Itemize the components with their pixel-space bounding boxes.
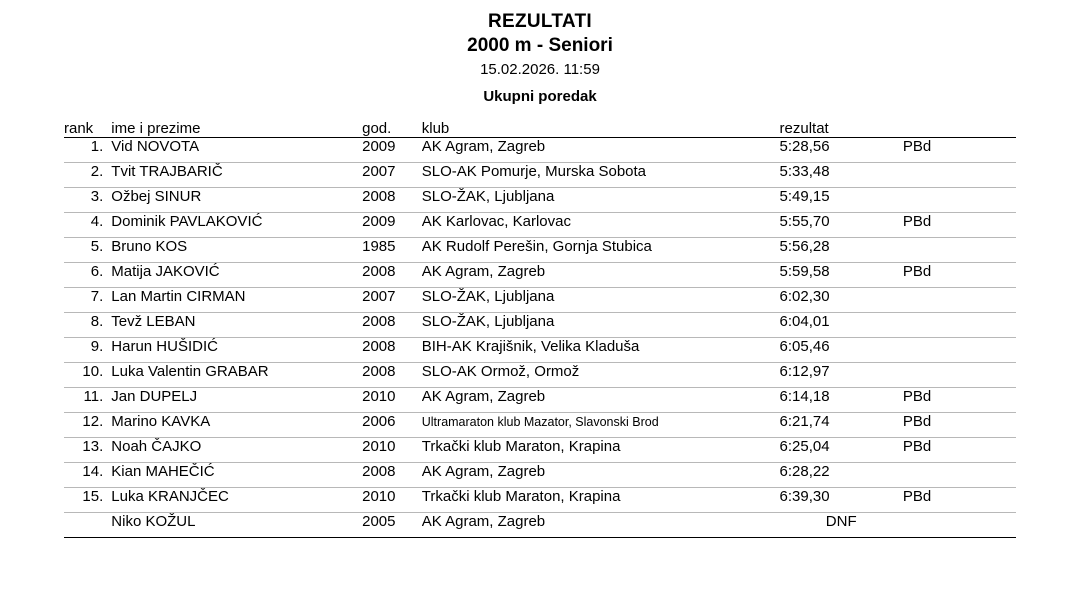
- cell-note: PBd: [902, 263, 932, 280]
- cell-rank: [64, 513, 111, 538]
- cell-result: 6:21,74: [779, 413, 830, 430]
- cell-result: 6:02,30: [779, 288, 830, 305]
- cell-name: Harun HUŠIDIĆ: [111, 338, 218, 355]
- cell-club: AK Agram, Zagreb: [421, 138, 546, 155]
- cell-name: Tevž LEBAN: [111, 313, 196, 330]
- cell-year: 2007: [362, 163, 396, 180]
- column-header-note: [903, 120, 1016, 138]
- cell-result: 6:25,04: [779, 438, 830, 455]
- table-row: [64, 463, 1016, 488]
- event-title: 2000 m - Seniori: [467, 35, 613, 56]
- cell-rank: 7.: [90, 288, 104, 305]
- cell-year: 2008: [362, 363, 396, 380]
- table-row: [64, 188, 1016, 213]
- table-row: [64, 513, 1016, 538]
- cell-note: [903, 238, 1016, 263]
- results-table: [64, 120, 1016, 538]
- cell-result: DNF: [825, 513, 857, 530]
- cell-club: AK Agram, Zagreb: [421, 463, 546, 480]
- column-header-result: rezultat: [779, 120, 829, 137]
- table-row: [64, 413, 1016, 438]
- cell-year: 2007: [362, 288, 396, 305]
- cell-year: 2008: [362, 338, 396, 355]
- cell-note: [903, 163, 1016, 188]
- cell-club: SLO-AK Ormož, Ormož: [421, 363, 580, 380]
- cell-result: 6:04,01: [779, 313, 830, 330]
- page-title: REZULTATI: [487, 11, 592, 32]
- cell-rank: 2.: [90, 163, 104, 180]
- classification-title: Ukupni poredak: [483, 88, 597, 105]
- cell-rank: 11.: [83, 388, 104, 405]
- table-row: [64, 238, 1016, 263]
- cell-result: 5:28,56: [779, 138, 830, 155]
- cell-year: 2008: [362, 188, 396, 205]
- cell-year: 2010: [362, 488, 396, 505]
- cell-club: Ultramaraton klub Mazator, Slavonski Brod: [421, 415, 659, 429]
- cell-rank: 8.: [90, 313, 104, 330]
- cell-name: Luka KRANJČEC: [111, 488, 229, 505]
- cell-rank: 14.: [82, 463, 104, 480]
- cell-club: AK Rudolf Perešin, Gornja Stubica: [421, 238, 652, 255]
- cell-year: 2006: [362, 413, 396, 430]
- cell-club: AK Agram, Zagreb: [421, 513, 546, 530]
- cell-name: Luka Valentin GRABAR: [111, 363, 269, 380]
- table-header: [64, 120, 1016, 138]
- cell-rank: 6.: [90, 263, 104, 280]
- table-row: [64, 438, 1016, 463]
- table-row: [64, 488, 1016, 513]
- cell-result: 6:14,18: [779, 388, 830, 405]
- column-header-year: god.: [362, 120, 392, 137]
- cell-result: 6:12,97: [779, 363, 830, 380]
- table-row: [64, 163, 1016, 188]
- cell-club: Trkački klub Maraton, Krapina: [421, 438, 621, 455]
- cell-name: Niko KOŽUL: [111, 513, 196, 530]
- table-row: [64, 363, 1016, 388]
- cell-year: 2008: [362, 463, 396, 480]
- cell-result: 5:33,48: [779, 163, 830, 180]
- cell-club: AK Agram, Zagreb: [421, 388, 546, 405]
- cell-club: BIH-AK Krajišnik, Velika Kladuša: [421, 338, 640, 355]
- cell-result: 5:55,70: [779, 213, 830, 230]
- cell-rank: 12.: [82, 413, 104, 430]
- cell-rank: 10.: [82, 363, 104, 380]
- cell-name: Kian MAHEČIĆ: [111, 463, 215, 480]
- cell-note: PBd: [902, 388, 932, 405]
- cell-rank: 4.: [90, 213, 104, 230]
- cell-result: 6:39,30: [779, 488, 830, 505]
- cell-year: 2005: [362, 513, 396, 530]
- cell-result: 6:28,22: [779, 463, 830, 480]
- cell-name: Bruno KOS: [111, 238, 188, 255]
- cell-club: Trkački klub Maraton, Krapina: [421, 488, 621, 505]
- table-body: [64, 138, 1016, 538]
- cell-note: PBd: [902, 138, 932, 155]
- table-row: [64, 288, 1016, 313]
- document-header: [0, 0, 1080, 108]
- cell-note: [903, 313, 1016, 338]
- cell-year: 2010: [362, 388, 396, 405]
- cell-name: Matija JAKOVIĆ: [111, 263, 220, 280]
- cell-note: PBd: [902, 213, 932, 230]
- cell-club: SLO-ŽAK, Ljubljana: [421, 313, 555, 330]
- table-row: [64, 263, 1016, 288]
- cell-club: AK Agram, Zagreb: [421, 263, 546, 280]
- cell-rank: 3.: [90, 188, 104, 205]
- cell-rank: 5.: [90, 238, 104, 255]
- column-header-club: klub: [421, 120, 450, 137]
- event-datetime: 15.02.2026. 11:59: [480, 61, 600, 78]
- cell-club: SLO-ŽAK, Ljubljana: [421, 288, 555, 305]
- cell-year: 2008: [362, 313, 396, 330]
- table-row: [64, 338, 1016, 363]
- cell-year: 2009: [362, 213, 396, 230]
- column-header-name: ime i prezime: [111, 120, 201, 137]
- table-row: [64, 138, 1016, 163]
- cell-year: 2009: [362, 138, 396, 155]
- cell-note: [903, 338, 1016, 363]
- cell-name: Marino KAVKA: [111, 413, 211, 430]
- cell-note: [903, 363, 1016, 388]
- cell-note: [903, 288, 1016, 313]
- cell-result: 5:49,15: [779, 188, 830, 205]
- cell-result: 5:56,28: [779, 238, 830, 255]
- cell-year: 1985: [362, 238, 396, 255]
- table-header-row: [64, 120, 1016, 138]
- cell-rank: 1.: [90, 138, 104, 155]
- cell-name: Dominik PAVLAKOVIĆ: [111, 213, 263, 230]
- cell-result: 6:05,46: [779, 338, 830, 355]
- cell-note: [903, 513, 1016, 538]
- cell-note: [903, 463, 1016, 488]
- cell-club: SLO-AK Pomurje, Murska Sobota: [421, 163, 647, 180]
- cell-note: PBd: [902, 413, 932, 430]
- cell-name: Ožbej SINUR: [111, 188, 202, 205]
- cell-year: 2008: [362, 263, 396, 280]
- cell-name: Jan DUPELJ: [111, 388, 198, 405]
- cell-club: AK Karlovac, Karlovac: [421, 213, 571, 230]
- table-row: [64, 213, 1016, 238]
- table-row: [64, 313, 1016, 338]
- cell-name: Lan Martin CIRMAN: [111, 288, 246, 305]
- cell-rank: 9.: [90, 338, 104, 355]
- results-table-wrapper: [64, 120, 1016, 538]
- cell-note: PBd: [902, 488, 932, 505]
- cell-note: [903, 188, 1016, 213]
- cell-name: Noah ČAJKO: [111, 438, 202, 455]
- cell-name: Tvit TRAJBARIČ: [111, 163, 223, 180]
- cell-club: SLO-ŽAK, Ljubljana: [421, 188, 555, 205]
- cell-year: 2010: [362, 438, 396, 455]
- cell-rank: 13.: [82, 438, 104, 455]
- table-row: [64, 388, 1016, 413]
- cell-rank: 15.: [82, 488, 104, 505]
- cell-note: PBd: [902, 438, 932, 455]
- cell-result: 5:59,58: [779, 263, 830, 280]
- column-header-rank: rank: [64, 120, 94, 137]
- cell-name: Vid NOVOTA: [111, 138, 200, 155]
